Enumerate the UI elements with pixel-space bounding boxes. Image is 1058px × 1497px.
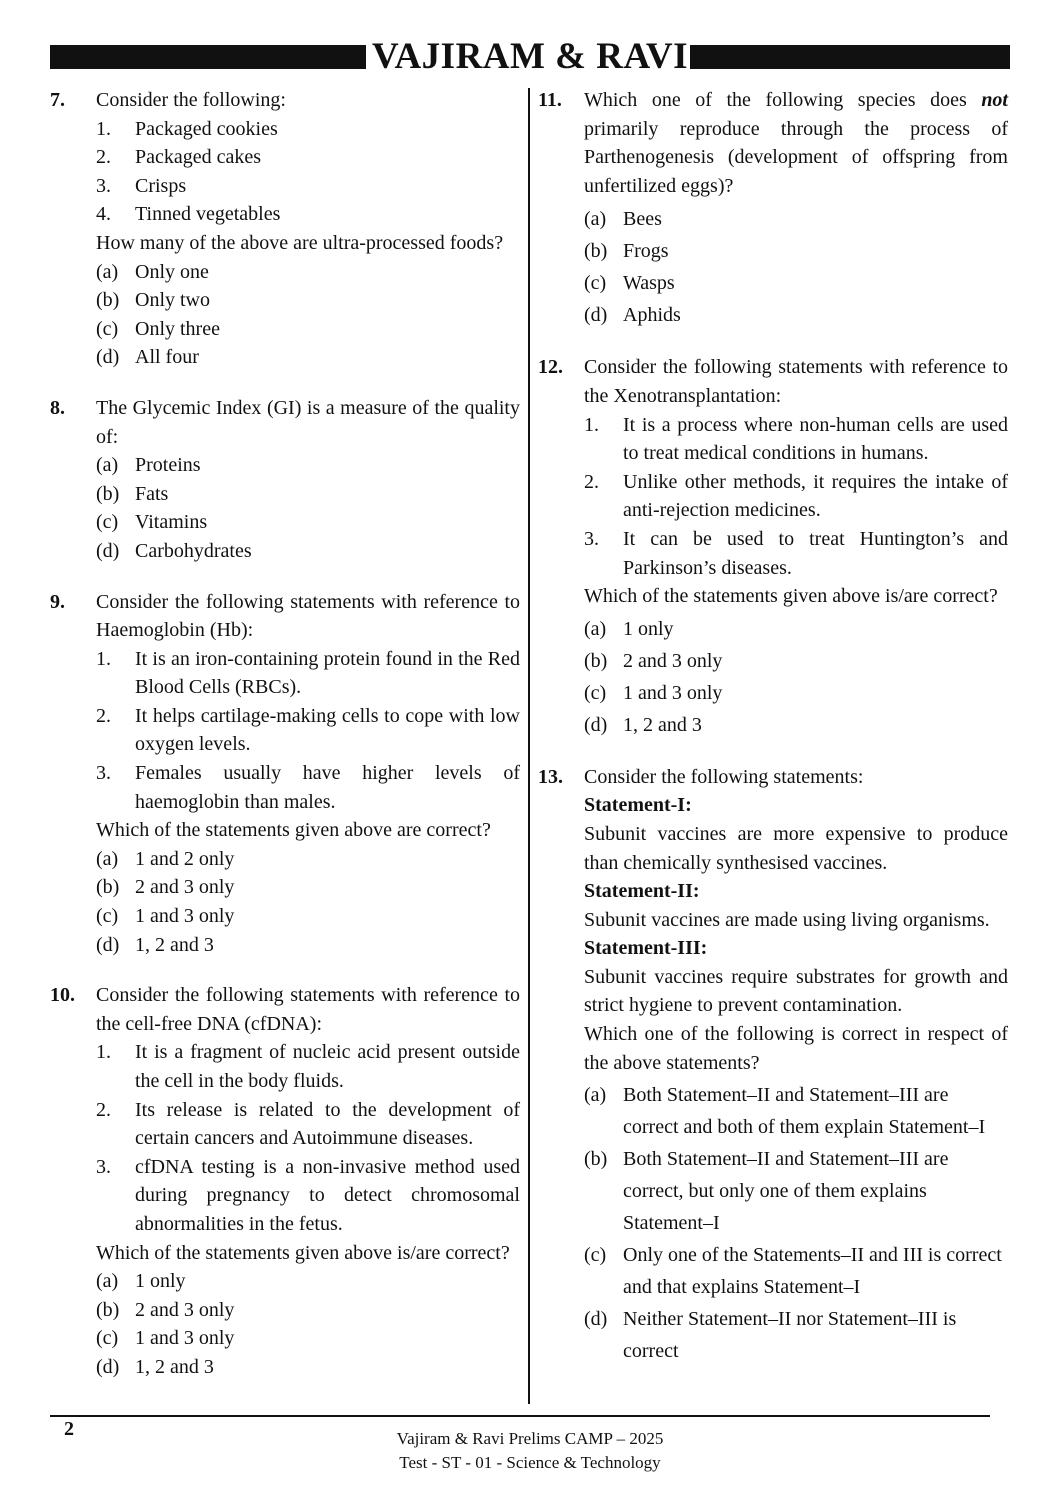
statement-3-heading: Statement-III:	[584, 937, 708, 960]
statement-1-heading: Statement-I:	[584, 794, 692, 817]
answer-option: (a) 1 and 2 only	[96, 847, 235, 870]
answer-option: (b) 2 and 3 only	[96, 876, 235, 899]
list-item: 1. It is a process where non-human cells are used to treat medical conditions in humans.	[584, 413, 1008, 465]
question-13	[538, 763, 1008, 1368]
answer-option: (c) Only three	[96, 317, 220, 340]
list-item: 2. Its release is related to the development of certain cancers and Autoimmune diseases.	[96, 1098, 520, 1150]
answer-option: (d) Carbohydrates	[96, 539, 252, 562]
right-column	[538, 86, 1008, 1389]
page-header	[50, 36, 1010, 77]
question-number: 9.	[50, 590, 65, 613]
answer-option: (c) Vitamins	[96, 511, 208, 534]
question-10	[50, 981, 520, 1381]
answer-option: (d) Neither Statement–II nor Statement–III is correct	[584, 1308, 957, 1363]
footer-rule	[50, 1415, 990, 1417]
footer-text	[300, 1427, 760, 1475]
question-stem: Consider the following statements with reference to the cell-free DNA (cfDNA):	[96, 984, 520, 1035]
list-item: 3. It can be used to treat Huntington’s and Parkinson’s diseases.	[584, 527, 1008, 579]
answer-option: (b) Fats	[96, 482, 169, 505]
list-item: 2. Packaged cakes	[96, 146, 262, 169]
question-stem: Which one of the following species does not primarily reproduce through the process of Parthenogenesis (development of offspring from unfertilized eggs)?	[584, 89, 1008, 197]
list-item: 1. Packaged cookies	[96, 117, 278, 140]
question-prompt: Which of the statements given above are correct?	[96, 819, 491, 842]
answer-option: (c) 1 and 3 only	[96, 1327, 235, 1350]
question-prompt: Which of the statements given above is/are correct?	[584, 585, 998, 608]
footer-line-1: Vajiram & Ravi Prelims CAMP – 2025	[396, 1429, 664, 1448]
question-number: 11.	[538, 89, 562, 111]
list-item: 3. cfDNA testing is a non-invasive method used during pregnancy to detect chromosomal abnormalities in the fetus.	[96, 1155, 520, 1235]
column-divider	[528, 88, 530, 1404]
header-bar-right	[690, 45, 1010, 69]
statement-2-text: Subunit vaccines are made using living organisms.	[584, 908, 990, 931]
emphasis-not: not	[981, 89, 1008, 111]
question-stem: The Glycemic Index (GI) is a measure of the quality of:	[96, 396, 520, 448]
question-prompt: Which of the statements given above is/are correct?	[96, 1241, 510, 1264]
answer-option: (d) 1, 2 and 3	[584, 713, 702, 736]
footer-line-2: Test - ST - 01 - Science & Technology	[399, 1453, 661, 1472]
list-item: 1. It is a fragment of nucleic acid present outside the cell in the body fluids.	[96, 1041, 520, 1092]
answer-option: (d) 1, 2 and 3	[96, 1355, 214, 1378]
statement-2-heading: Statement-II:	[584, 880, 700, 903]
question-number: 12.	[538, 356, 563, 379]
answer-option: (a) 1 only	[96, 1270, 186, 1293]
question-prompt: Which one of the following is correct in respect of the above statements?	[584, 1023, 1008, 1074]
answer-option: (b) Frogs	[584, 240, 669, 263]
page-number: 2	[64, 1418, 74, 1440]
question-8	[50, 394, 520, 566]
answer-option: (c) Only one of the Statements–II and III is correct and that explains Statement–I	[584, 1244, 1002, 1299]
answer-option: (a) Both Statement–II and Statement–III are correct and both of them explain Statement–I	[584, 1084, 986, 1139]
list-item: 1. It is an iron-containing protein found in the Red Blood Cells (RBCs).	[96, 647, 520, 699]
question-stem: Consider the following:	[96, 89, 286, 111]
question-number: 8.	[50, 396, 65, 419]
answer-option: (d) 1, 2 and 3	[96, 933, 214, 956]
answer-option: (c) 1 and 3 only	[96, 905, 235, 928]
answer-option: (b) Only two	[96, 289, 210, 312]
options-list	[584, 203, 1008, 331]
answer-option: (a) Only one	[96, 260, 209, 283]
question-12	[538, 353, 1008, 740]
question-stem: Consider the following statements:	[584, 765, 864, 788]
header-bar-left	[50, 45, 366, 69]
answer-option: (b) 2 and 3 only	[584, 649, 723, 672]
list-item: 3. Females usually have higher levels of haemoglobin than males.	[96, 762, 520, 813]
answer-option: (a) Bees	[584, 208, 662, 231]
answer-option: (c) Wasps	[584, 272, 675, 295]
list-item: 2. Unlike other methods, it requires the intake of anti-rejection medicines.	[584, 470, 1008, 522]
statement-1-text: Subunit vaccines are more expensive to produce than chemically synthesised vaccines.	[584, 822, 1008, 874]
options-list	[584, 613, 1008, 741]
left-column	[50, 86, 520, 1382]
list-item: 3. Crisps	[96, 174, 187, 197]
list-item: 4. Tinned vegetables	[96, 203, 281, 226]
answer-option: (c) 1 and 3 only	[584, 681, 723, 704]
answer-option: (d) All four	[96, 346, 199, 369]
question-stem: Consider the following statements with reference to the Xenotransplantation:	[584, 356, 1008, 407]
list-item: 2. It helps cartilage-making cells to cope with low oxygen levels.	[96, 704, 520, 756]
statement-3-text: Subunit vaccines require substrates for growth and strict hygiene to prevent contamination.	[584, 965, 1008, 1017]
question-number: 10.	[50, 984, 75, 1007]
answer-option: (a) Proteins	[96, 454, 201, 477]
answer-option: (b) Both Statement–II and Statement–III are correct, but only one of them explains Statement–I	[584, 1148, 949, 1235]
question-stem: Consider the following statements with reference to Haemoglobin (Hb):	[96, 590, 520, 642]
question-7	[50, 86, 520, 372]
brand-title: VAJIRAM & RAVI	[372, 36, 689, 77]
question-9	[50, 588, 520, 960]
question-11	[538, 86, 1008, 331]
question-number: 13.	[538, 765, 563, 788]
options-list	[584, 1079, 1008, 1367]
answer-option: (b) 2 and 3 only	[96, 1298, 235, 1321]
question-number: 7.	[50, 89, 65, 111]
question-prompt: How many of the above are ultra-processed foods?	[96, 231, 504, 254]
answer-option: (d) Aphids	[584, 304, 681, 327]
answer-option: (a) 1 only	[584, 617, 674, 640]
